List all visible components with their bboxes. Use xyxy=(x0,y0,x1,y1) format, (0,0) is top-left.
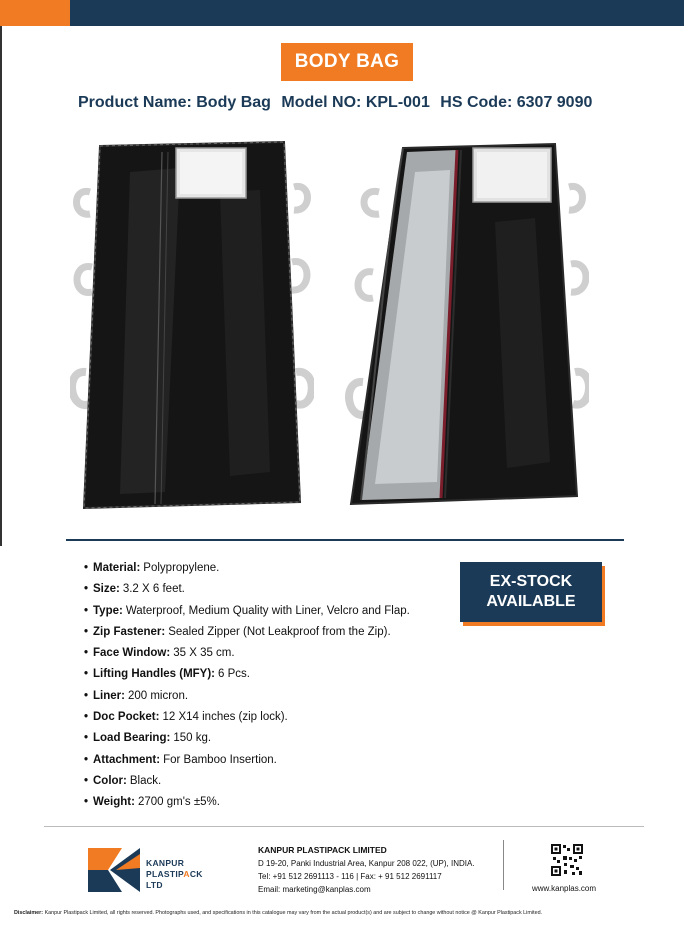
body-bag-open-photo xyxy=(345,132,589,518)
product-name: Product Name: Body Bag xyxy=(78,94,271,111)
bullet-icon: • xyxy=(84,668,89,681)
list-item xyxy=(84,558,410,579)
spec-key: Weight: xyxy=(93,796,135,809)
disclaimer xyxy=(14,910,674,916)
company-logo-text xyxy=(146,858,203,891)
footer-divider xyxy=(44,826,644,827)
bullet-icon: • xyxy=(84,562,89,574)
list-item xyxy=(84,728,410,749)
disclaimer-text: Kanpur Plastipack Limited, all rights reserved. Photographs used, and specifications in this catalogue may vary from the actual product(s) and are subject to change without notice @ Kanpur Plastipack Limited. xyxy=(44,910,543,916)
logo-line-1: KANPUR xyxy=(146,858,185,868)
spec-key: Liner: xyxy=(93,689,125,702)
body-bag-front-photo xyxy=(70,132,314,518)
bullet-icon: • xyxy=(84,689,89,702)
spec-value: 6 Pcs. xyxy=(218,668,250,681)
spec-value: 35 X 35 cm. xyxy=(173,647,235,660)
model-number: Model NO: KPL-001 xyxy=(281,94,430,111)
section-divider xyxy=(66,539,624,541)
spec-key: Color: xyxy=(93,774,127,787)
spec-key: Size: xyxy=(93,583,120,596)
hs-code: HS Code: 6307 9090 xyxy=(440,94,593,111)
spec-value: 200 micron. xyxy=(127,689,189,702)
company-contact xyxy=(258,844,475,896)
list-item xyxy=(84,707,410,728)
spec-key: Face Window: xyxy=(93,647,171,660)
spec-value: Sealed Zipper (Not Leakproof from the Zip). xyxy=(168,625,391,638)
page-title: BODY BAG xyxy=(281,43,413,81)
qr-code-icon[interactable] xyxy=(550,843,584,877)
spec-key: Zip Fastener: xyxy=(93,625,166,638)
stock-line-2: AVAILABLE xyxy=(486,593,576,610)
left-edge-rule xyxy=(0,26,2,546)
header-bar xyxy=(70,0,684,26)
logo-line-3: LTD xyxy=(146,880,163,890)
bullet-icon: • xyxy=(84,732,89,745)
spec-key: Doc Pocket: xyxy=(93,711,160,724)
bullet-icon: • xyxy=(84,774,89,787)
spec-value: 3.2 X 6 feet. xyxy=(122,583,185,596)
bullet-icon: • xyxy=(84,753,89,766)
company-email[interactable]: Email: marketing@kanplas.com xyxy=(258,885,371,894)
list-item xyxy=(84,664,410,685)
spec-value: Waterproof, Medium Quality with Liner, Velcro and Flap. xyxy=(125,604,410,617)
bullet-icon: • xyxy=(84,647,89,660)
list-item xyxy=(84,622,410,643)
bullet-icon: • xyxy=(84,583,89,596)
list-item xyxy=(84,771,410,792)
spec-key: Load Bearing: xyxy=(93,732,171,745)
bullet-icon: • xyxy=(84,796,89,809)
list-item xyxy=(84,643,410,664)
company-address: D 19-20, Panki Industrial Area, Kanpur 208 022, (UP), INDIA. xyxy=(258,859,475,868)
spec-key: Material: xyxy=(93,562,141,574)
spec-value: For Bamboo Insertion. xyxy=(163,753,277,766)
bullet-icon: • xyxy=(84,604,89,617)
spec-value: 2700 gm's ±5%. xyxy=(137,796,220,809)
company-name: KANPUR PLASTIPACK LIMITED xyxy=(258,845,387,855)
list-item xyxy=(84,579,410,600)
company-website[interactable]: www.kanplas.com xyxy=(532,884,597,893)
stock-line-1: EX-STOCK xyxy=(489,573,573,590)
logo-line-2: PLASTIPACK xyxy=(146,869,203,879)
list-item xyxy=(84,686,410,707)
ex-stock-badge xyxy=(460,562,602,622)
spec-value: Polypropylene. xyxy=(143,562,220,574)
bullet-icon: • xyxy=(84,711,89,724)
footer-separator xyxy=(503,840,504,890)
company-logo-icon xyxy=(88,848,140,892)
list-item xyxy=(84,601,410,622)
bullet-icon: • xyxy=(84,625,89,638)
product-info-line xyxy=(78,94,678,112)
spec-key: Attachment: xyxy=(93,753,161,766)
spec-list xyxy=(84,558,410,814)
spec-value: 150 kg. xyxy=(173,732,212,745)
spec-key: Type: xyxy=(93,604,123,617)
company-phone: Tel: +91 512 2691113 - 116 | Fax: + 91 512 2691117 xyxy=(258,872,442,881)
list-item xyxy=(84,792,410,813)
spec-value: Black. xyxy=(129,774,162,787)
disclaimer-label: Disclaimer: xyxy=(14,910,44,916)
spec-key: Lifting Handles (MFY): xyxy=(93,668,216,681)
list-item xyxy=(84,750,410,771)
spec-value: 12 X14 inches (zip lock). xyxy=(162,711,288,724)
header-accent-bar xyxy=(0,0,70,26)
